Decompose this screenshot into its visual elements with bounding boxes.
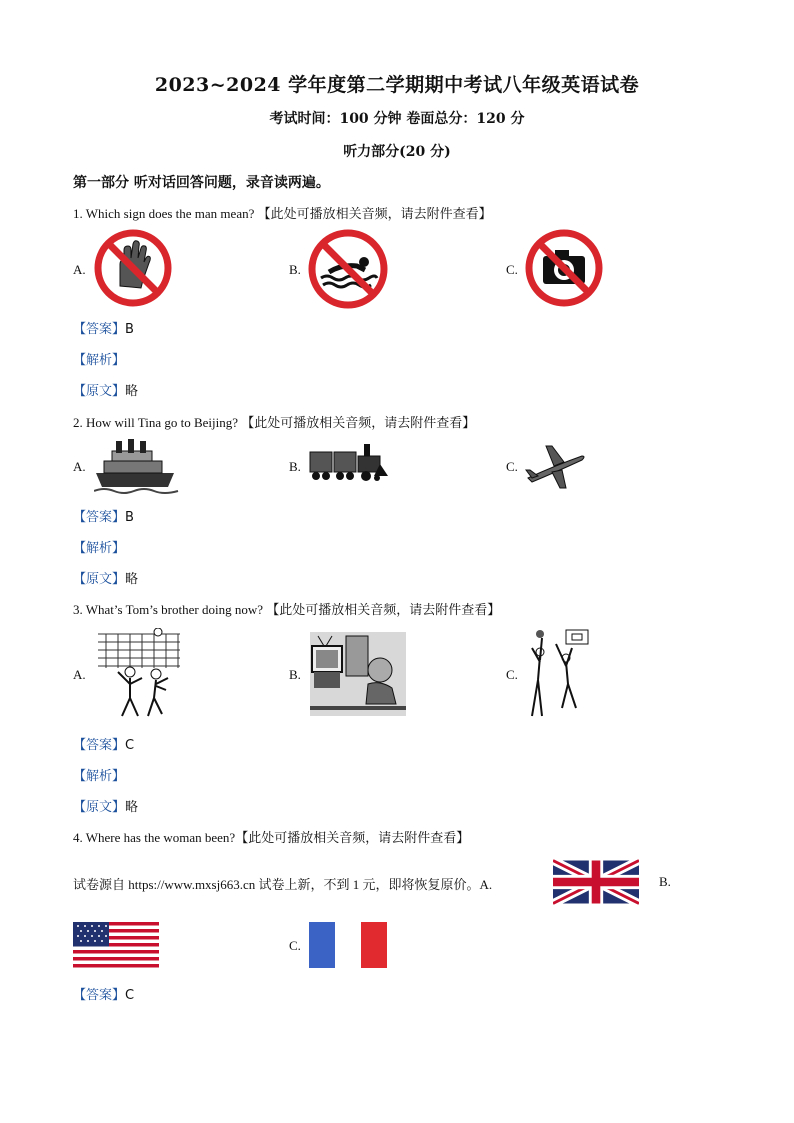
section-title: 第一部分 听对话回答问题，录音读两遍。 xyxy=(73,175,330,191)
option-a-label: A. xyxy=(73,262,86,277)
no-swimming-sign-icon xyxy=(307,228,389,310)
option-b-label: B. xyxy=(289,459,301,474)
option-c-label: C. xyxy=(506,262,518,277)
option-a-label: A. xyxy=(73,667,86,682)
answer-label: 【答案】 xyxy=(73,988,126,1003)
option-b-label: B. xyxy=(289,262,301,277)
question-2: 2. How will Tina go to Beijing? 【此处可播放相关音频，请去附件查看】 xyxy=(73,415,476,430)
basketball-icon xyxy=(526,628,590,718)
question-3: 3. What’s Tom’s brother doing now? 【此处可播放相关音频，请去附件查看】 xyxy=(73,602,501,617)
option-c-label: C. xyxy=(506,667,518,682)
analysis-label: 【解析】 xyxy=(73,353,126,368)
ship-icon xyxy=(94,437,180,495)
volleyball-icon xyxy=(96,628,182,718)
option-b-label: B. xyxy=(289,667,301,682)
original-value: 略 xyxy=(125,572,139,587)
watching-tv-icon xyxy=(310,632,406,716)
original-label: 【原文】 xyxy=(73,800,126,815)
option-b-label: B. xyxy=(659,874,671,889)
original-label: 【原文】 xyxy=(73,572,126,587)
exam-info: 考试时间：100 分钟 卷面总分：120 分 xyxy=(269,111,525,127)
answer-label: 【答案】 xyxy=(73,738,126,753)
answer-value: B xyxy=(125,322,134,337)
answer-label: 【答案】 xyxy=(73,510,126,525)
original-value: 略 xyxy=(125,384,139,399)
original-label: 【原文】 xyxy=(73,384,126,399)
page-title: 2023~2024 学年度第二学期期中考试八年级英语试卷 xyxy=(154,74,640,96)
option-c-label: C. xyxy=(289,938,301,953)
france-flag-icon xyxy=(309,922,387,968)
option-c-label: C. xyxy=(506,459,518,474)
listening-heading: 听力部分(20 分) xyxy=(343,144,451,160)
option-a-label: A. xyxy=(73,459,86,474)
analysis-label: 【解析】 xyxy=(73,769,126,784)
us-flag-icon xyxy=(73,922,159,968)
question-1: 1. Which sign does the man mean? 【此处可播放相关音频，请去附件查看】 xyxy=(73,206,492,221)
original-value: 略 xyxy=(125,800,139,815)
uk-flag-icon xyxy=(553,859,639,905)
answer-value: B xyxy=(125,510,134,525)
analysis-label: 【解析】 xyxy=(73,541,126,556)
no-touch-sign-icon xyxy=(93,228,173,308)
source-line: 试卷源自 https://www.mxsj663.cn 试卷上新，不到 1 元，即将恢复原价。A. xyxy=(73,877,493,892)
answer-value: C xyxy=(125,738,135,753)
question-4: 4. Where has the woman been?【此处可播放相关音频，请去附件查看】 xyxy=(73,830,470,845)
no-camera-sign-icon xyxy=(524,228,604,308)
answer-label: 【答案】 xyxy=(73,322,126,337)
plane-icon xyxy=(524,442,586,492)
train-icon xyxy=(308,440,388,492)
answer-value: C xyxy=(125,988,135,1003)
